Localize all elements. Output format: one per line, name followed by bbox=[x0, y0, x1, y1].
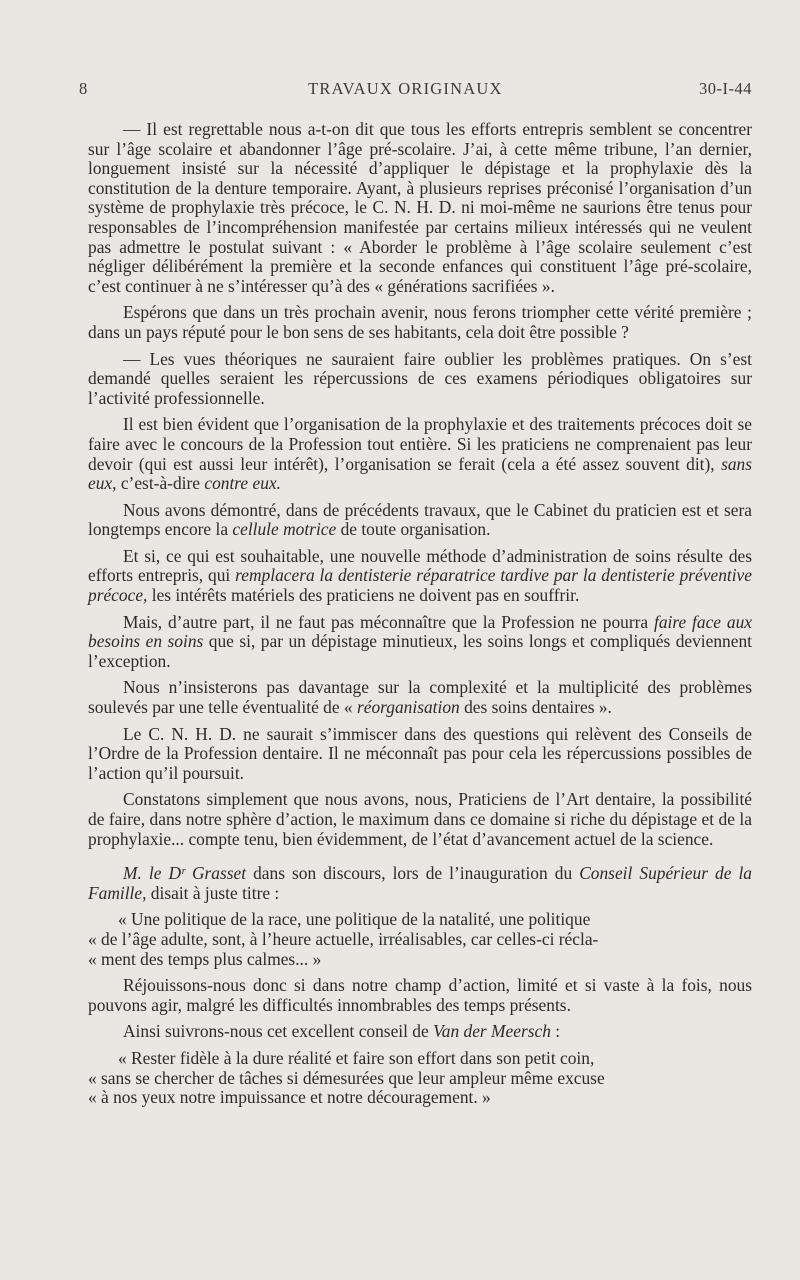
quotation-van-der-meersch bbox=[88, 1049, 752, 1108]
paragraph-7-emphasis: faire face aux besoins en soins bbox=[88, 611, 752, 652]
paragraph-6-emphasis: remplacera la dentisterie réparatrice tardive par la dentisterie préventive précoce, bbox=[88, 565, 752, 606]
paragraph-4 bbox=[88, 415, 752, 493]
paragraph-5-text-b: de toute organisation. bbox=[336, 519, 491, 540]
paragraph-13-text-b: : bbox=[550, 1021, 561, 1042]
paragraph-6 bbox=[88, 547, 752, 606]
paragraph-4-emphasis-1: sans eux, bbox=[88, 453, 752, 494]
running-header bbox=[79, 79, 752, 99]
quote-line: « à nos yeux notre impuissance et notre découragement. » bbox=[88, 1087, 491, 1108]
article-body bbox=[88, 120, 752, 1108]
journal-title: TRAVAUX ORIGINAUX bbox=[308, 79, 503, 98]
paragraph-13-emphasis: Van der Meersch bbox=[433, 1021, 551, 1042]
quote-line: « sans se chercher de tâches si démesurées que leur ampleur même excuse bbox=[88, 1067, 605, 1088]
paragraph-10: Constatons simplement que nous avons, nous, Praticiens de l’Art dentaire, la possibilité de faire, dans notre sphère d’action, le maximum dans ce domaine si riche du dépistage et de la prophylaxie... compte tenu, bien évidemment, de l’état d’avancement actuel de la science. bbox=[88, 789, 752, 849]
paragraph-11-text-a: dans son discours, lors de l’inauguration du bbox=[246, 863, 580, 884]
paragraph-8-text-b: des soins dentaires ». bbox=[459, 697, 612, 718]
paragraph-8-text-a: Nous n’insisterons pas davantage sur la complexité et la multiplicité des problèmes soulevés par une telle éventualité de « bbox=[88, 677, 752, 718]
paragraph-13 bbox=[88, 1022, 752, 1042]
paragraph-4-text-a: Il est bien évident que l’organisation de la prophylaxie et des traitements précoces doit se faire avec le concours de la Profession tout entière. Si les praticiens ne comprenaient pas leur devoir (qui est aussi leur intérêt), l’organisation se ferait (cela a été assez souvent dit), bbox=[88, 414, 752, 474]
paragraph-8 bbox=[88, 678, 752, 717]
paragraph-5-text-a: Nous avons démontré, dans de précédents travaux, que le Cabinet du praticien est et sera longtemps encore la bbox=[88, 499, 752, 540]
paragraph-11-text-b: disait à juste titre : bbox=[146, 882, 280, 903]
paragraph-5-emphasis: cellule motrice bbox=[232, 519, 337, 540]
quotation-grasset bbox=[88, 910, 752, 969]
paragraph-5 bbox=[88, 501, 752, 540]
paragraph-4-text-b: c’est-à-dire bbox=[116, 473, 205, 494]
paragraph-1: — Il est regrettable nous a-t-on dit que tous les efforts entrepris semblent se concentrer sur l’âge scolaire et abandonner l’âge pré-scolaire. J’ai, à cette même tribune, l’an dernier, longuement insisté sur la nécessité d’appliquer le dépistage et la prophylaxie dès la constitution de la denture temporaire. Ayant, à plusieurs reprises préconisé l’organisation d’un système de prophylaxie très précoce, le C. N. H. D. ni moi-même ne saurions être tenus pour responsables de l’incompréhension manifestée par certains milieux intéressés qui ne veulent pas admettre le postulat suivant : « Aborder le problème à l’âge scolaire seulement c’est négliger délibérément la première et la seconde enfances qui constituent l’âge pré-scolaire, c’est continuer à ne s’intéresser qu’à des « générations sacrifiées ». bbox=[88, 119, 752, 296]
quote-line: « Rester fidèle à la dure réalité et faire son effort dans son petit coin, bbox=[118, 1047, 595, 1068]
paragraph-6-text-a: Et si, ce qui est souhaitable, une nouvelle méthode d’administration de soins résulte des efforts entrepris, qui bbox=[88, 545, 752, 586]
paragraph-12: Réjouissons-nous donc si dans notre champ d’action, limité et si vaste à la fois, nous pouvons agir, malgré les difficultés innombrables des temps présents. bbox=[88, 975, 752, 1015]
paragraph-3: — Les vues théoriques ne sauraient faire oublier les problèmes pratiques. On s’est demandé quelles seraient les répercussions de ces examens périodiques obligatoires sur l’activité professionnelle. bbox=[88, 348, 752, 408]
paragraph-6-text-b: les intérêts matériels des praticiens ne doivent pas en souffrir. bbox=[147, 585, 580, 606]
quote-line: « ment des temps plus calmes... » bbox=[88, 948, 322, 969]
paragraph-11 bbox=[88, 864, 752, 903]
paragraph-13-text-a: Ainsi suivrons-nous cet excellent conseil de bbox=[123, 1021, 434, 1042]
quote-line: « Une politique de la race, une politique de la natalité, une politique bbox=[118, 909, 591, 930]
paragraph-2: Espérons que dans un très prochain avenir, nous ferons triompher cette vérité première ; dans un pays réputé pour le bon sens de ses habitants, cela doit être possible ? bbox=[88, 302, 752, 342]
issue-date: 30-I-44 bbox=[699, 79, 752, 98]
quote-line: « de l’âge adulte, sont, à l’heure actuelle, irréalisables, car celles-ci récla- bbox=[88, 928, 599, 949]
paragraph-11-emphasis-2: Conseil Supérieur de la Famille, bbox=[88, 863, 752, 903]
paragraph-7 bbox=[88, 613, 752, 672]
paragraph-9: Le C. N. H. D. ne saurait s’immiscer dans des questions qui relèvent des Conseils de l’Ordre de la Profession dentaire. Il ne méconnaît pas pour cela les répercussions possibles de l’action qu’il poursuit. bbox=[88, 723, 752, 783]
paragraph-8-emphasis: réorganisation bbox=[356, 697, 460, 718]
paragraph-4-emphasis-2: contre eux. bbox=[204, 473, 281, 494]
paragraph-7-text-a: Mais, d’autre part, il ne faut pas méconnaître que la Profession ne pourra bbox=[123, 611, 654, 632]
paragraph-11-emphasis-1: M. le Dʳ Grasset bbox=[123, 863, 247, 884]
paragraph-7-text-b: que si, par un dépistage minutieux, les soins longs et compliqués deviennent l’exception. bbox=[88, 631, 752, 671]
page-number: 8 bbox=[79, 79, 88, 98]
